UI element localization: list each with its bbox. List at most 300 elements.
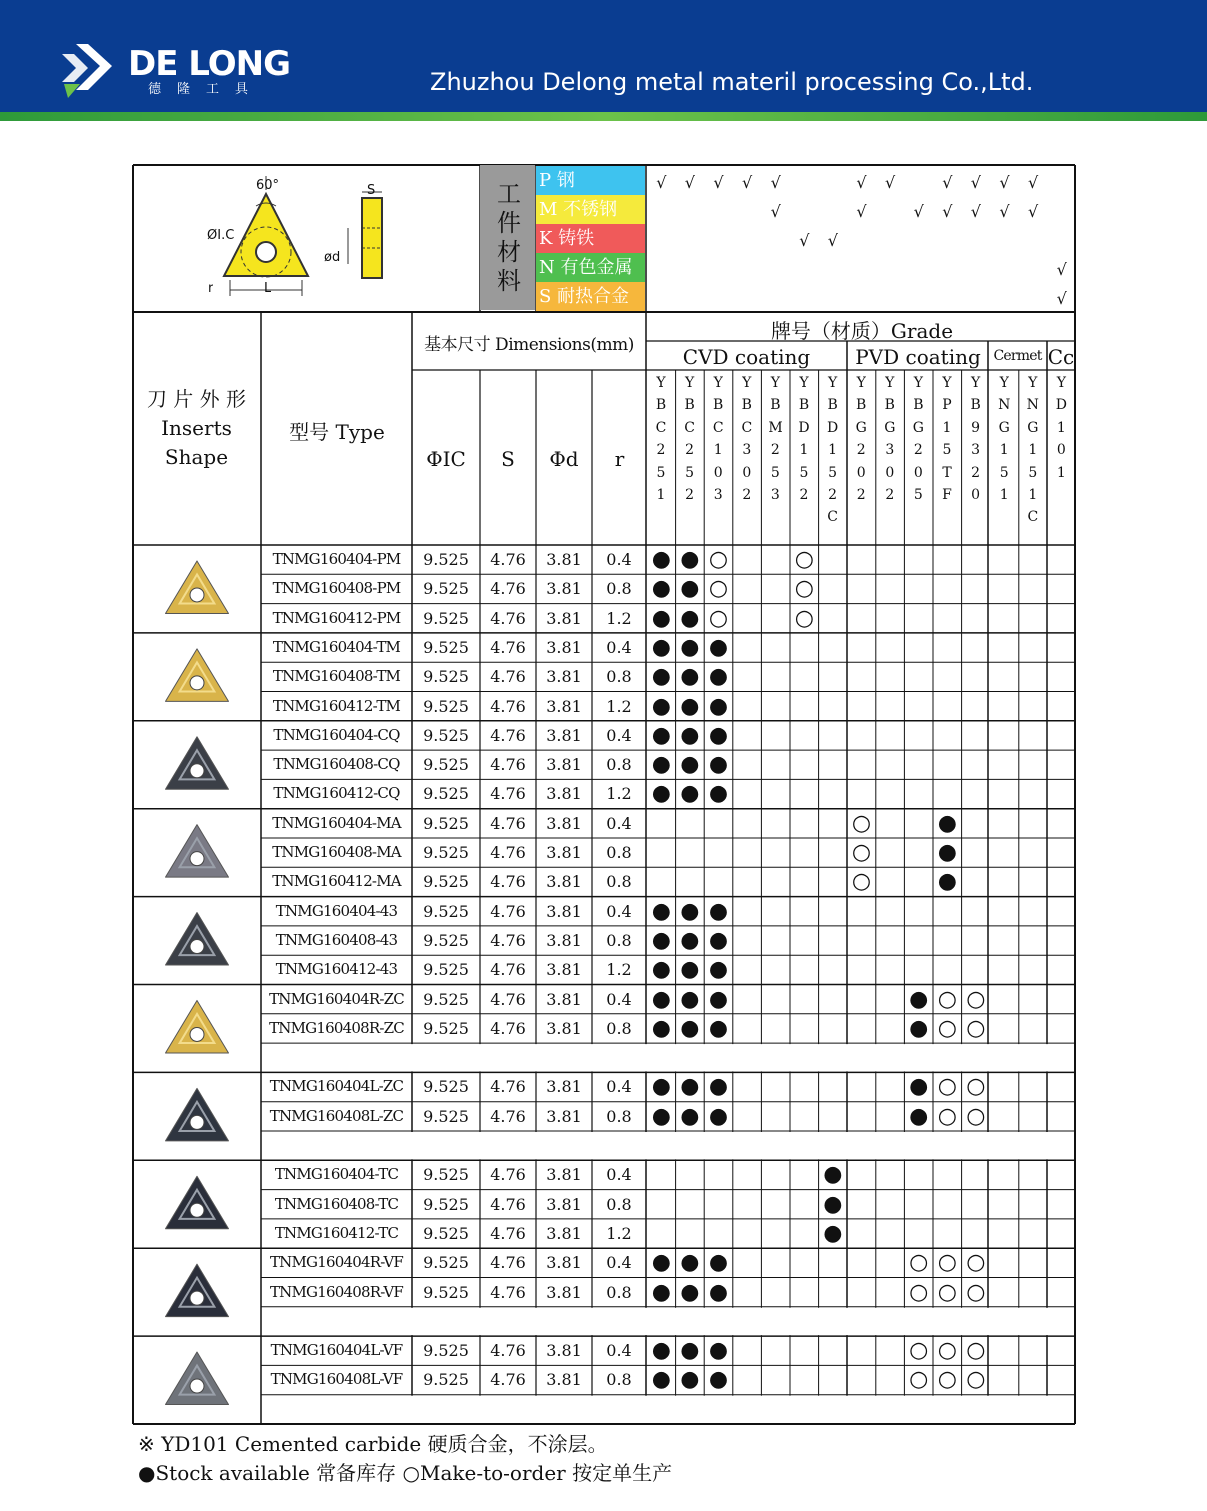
suitability-check-mark: √ [856, 173, 867, 192]
stock-available-mark: ● [937, 810, 957, 836]
make-to-order-mark: ○ [708, 547, 729, 572]
insert-model: TNMG160404L-VF [270, 1341, 403, 1360]
dim-s: 4.76 [490, 813, 526, 833]
dim-r: 0.4 [606, 1077, 632, 1097]
dim-s: 4.76 [490, 1223, 526, 1243]
dim-ic: 9.525 [423, 725, 469, 745]
make-to-order-mark: ○ [937, 1103, 957, 1129]
make-to-order-mark: ○ [966, 1103, 986, 1129]
grade-ybc251: YBC251 [655, 375, 667, 504]
dim-s: 4.76 [490, 901, 526, 921]
insert-dark-swirl-icon [166, 1088, 229, 1141]
make-to-order-mark: ○ [909, 1279, 929, 1305]
grade-ybc252: YBC252 [684, 375, 695, 504]
dim-ic: 9.525 [423, 901, 469, 921]
dim-ic: 9.525 [423, 755, 469, 775]
dim-ic: 9.525 [423, 1018, 469, 1038]
dim-d: 3.81 [546, 1194, 582, 1214]
dim-d: 3.81 [546, 755, 582, 775]
stock-available-mark: ● [708, 957, 729, 983]
dim-ic: 9.525 [423, 608, 469, 628]
dim-s: 4.76 [490, 667, 526, 687]
dim-s: 4.76 [490, 755, 526, 775]
workpiece-title: 工件材料 [497, 180, 521, 295]
stock-available-mark: ● [651, 1367, 671, 1393]
dim-ic: 9.525 [423, 872, 469, 892]
make-to-order-mark: ○ [851, 810, 872, 836]
suitability-check-mark: √ [1056, 289, 1067, 308]
make-to-order-mark: ○ [708, 605, 729, 631]
stock-available-mark: ● [909, 986, 929, 1012]
material-k: K 铸铁 [536, 224, 645, 253]
stock-available-mark: ● [708, 664, 729, 690]
suitability-check-mark: √ [999, 173, 1010, 192]
dim-d: 3.81 [546, 1165, 582, 1185]
insert-model: TNMG160408-PM [272, 579, 401, 598]
make-to-order-mark: ○ [937, 1338, 957, 1364]
stock-available-mark: ● [680, 547, 700, 572]
material-p: P 钢 [536, 166, 645, 195]
diagram-s-label: S [367, 183, 376, 198]
stock-available-mark: ● [651, 1250, 671, 1276]
make-to-order-mark: ○ [937, 986, 957, 1012]
dim-s: 4.76 [490, 550, 526, 569]
diagram-r-label: r [208, 281, 214, 296]
dim-header-2: Φd [549, 447, 579, 471]
dim-d: 3.81 [546, 1077, 582, 1097]
grade-yp15tf: YP15TF [942, 375, 952, 504]
stock-available-mark: ● [680, 664, 700, 690]
note-stock-legend: ●Stock available 常备库存 ○Make-to-order 按定单生产 [138, 1461, 673, 1485]
dim-d: 3.81 [546, 901, 582, 921]
insert-gold-icon [166, 561, 229, 614]
stock-available-mark: ● [651, 781, 671, 807]
dim-ic: 9.525 [423, 1106, 469, 1126]
insert-model: TNMG160412-PM [272, 608, 401, 627]
stock-available-mark: ● [680, 1279, 700, 1305]
dim-s: 4.76 [490, 1341, 526, 1361]
stock-available-mark: ● [651, 898, 671, 924]
dim-d: 3.81 [546, 608, 582, 628]
dim-s: 4.76 [490, 696, 526, 716]
suitability-check-mark: √ [770, 202, 781, 221]
dim-ic: 9.525 [423, 960, 469, 980]
dim-r: 0.8 [606, 843, 632, 862]
dim-s: 4.76 [490, 637, 526, 657]
diagram-ic-label: ØI.C [207, 228, 235, 243]
dim-s: 4.76 [490, 1106, 526, 1126]
stock-available-mark: ● [680, 1338, 700, 1364]
dim-r: 0.4 [606, 813, 632, 833]
stock-available-mark: ● [680, 957, 700, 983]
make-to-order-mark: ○ [966, 1074, 986, 1100]
dim-d: 3.81 [546, 872, 582, 892]
stock-available-mark: ● [680, 634, 700, 660]
insert-grey-icon [166, 1352, 229, 1405]
grade-ybg202: YBG202 [855, 375, 867, 504]
stock-available-mark: ● [651, 693, 671, 719]
dim-ic: 9.525 [423, 930, 469, 950]
stock-available-mark: ● [823, 1220, 843, 1246]
dim-d: 3.81 [546, 1370, 582, 1390]
dim-ic: 9.525 [423, 843, 469, 862]
dim-ic: 9.525 [423, 550, 469, 569]
stock-available-mark: ● [651, 957, 671, 983]
dim-d: 3.81 [546, 1341, 582, 1361]
stock-available-mark: ● [708, 927, 729, 953]
dim-ic: 9.525 [423, 1253, 469, 1273]
dim-d: 3.81 [546, 579, 582, 599]
dim-r: 0.8 [606, 667, 632, 687]
note-yd101: ※ YD101 Cemented carbide 硬质合金，不涂层。 [138, 1432, 608, 1456]
stock-available-mark: ● [823, 1191, 843, 1217]
stock-available-mark: ● [708, 1103, 729, 1129]
dim-s: 4.76 [490, 579, 526, 599]
cvd-coating-header: CVD coating [682, 345, 811, 369]
dim-d: 3.81 [546, 667, 582, 687]
make-to-order-mark: ○ [851, 840, 872, 865]
stock-available-mark: ● [708, 693, 729, 719]
stock-available-mark: ● [680, 898, 700, 924]
dim-s: 4.76 [490, 930, 526, 950]
suitability-check-mark: √ [884, 173, 896, 192]
stock-available-mark: ● [708, 722, 729, 748]
suitability-check-mark: √ [1027, 202, 1039, 221]
insert-model: TNMG160408-43 [275, 930, 398, 949]
make-to-order-mark: ○ [851, 869, 872, 895]
suitability-check-mark: √ [713, 173, 724, 192]
stock-available-mark: ● [651, 664, 671, 690]
make-to-order-mark: ○ [794, 547, 814, 572]
make-to-order-mark: ○ [708, 576, 729, 602]
stock-available-mark: ● [651, 547, 671, 572]
stock-available-mark: ● [937, 840, 957, 865]
dim-ic: 9.525 [423, 637, 469, 657]
suitability-check-mark: √ [827, 231, 838, 250]
stock-available-mark: ● [651, 986, 671, 1012]
dim-header-1: S [501, 447, 515, 471]
dim-header-3: r [614, 447, 625, 471]
dim-r: 0.4 [606, 1341, 632, 1361]
dim-d: 3.81 [546, 813, 582, 833]
diagram-l-label: L [264, 281, 272, 296]
dim-d: 3.81 [546, 784, 582, 804]
grade-yd101: YD101 [1055, 375, 1067, 481]
dim-d: 3.81 [546, 1018, 582, 1038]
insert-model: TNMG160408L-VF [270, 1370, 403, 1389]
make-to-order-mark: ○ [937, 1367, 957, 1393]
insert-model: TNMG160412-TM [272, 696, 401, 715]
cermet-header: Cermet [993, 348, 1042, 364]
stock-available-mark: ● [680, 693, 700, 719]
dim-d: 3.81 [546, 550, 582, 569]
dim-r: 1.2 [606, 784, 632, 804]
make-to-order-mark: ○ [937, 1250, 957, 1276]
suitability-check-mark: √ [913, 202, 924, 221]
dim-ic: 9.525 [423, 1077, 469, 1097]
grade-ybg205: YBG205 [912, 375, 924, 504]
make-to-order-mark: ○ [909, 1367, 929, 1393]
dim-r: 0.8 [606, 1194, 632, 1214]
stock-available-mark: ● [937, 869, 957, 895]
dim-s: 4.76 [490, 725, 526, 745]
stock-available-mark: ● [651, 634, 671, 660]
make-to-order-mark: ○ [966, 1367, 986, 1393]
dim-s: 4.76 [490, 960, 526, 980]
dim-s: 4.76 [490, 1077, 526, 1097]
dim-header-0: ΦIC [426, 447, 466, 471]
insert-dark-swirl-icon [166, 1176, 229, 1229]
dim-ic: 9.525 [423, 1165, 469, 1185]
insert-model: TNMG160408L-ZC [269, 1106, 404, 1125]
grade-ybc103: YBC103 [712, 375, 724, 504]
dim-r: 1.2 [606, 608, 632, 628]
make-to-order-mark: ○ [937, 1074, 957, 1100]
suitability-check-mark: √ [942, 202, 953, 221]
grade-yng151c: YNG151C [1026, 375, 1039, 526]
diagram-angle-label: 60° [256, 178, 280, 193]
grade-ybd152c: YBD152C [826, 375, 839, 526]
dim-d: 3.81 [546, 989, 582, 1009]
stock-available-mark: ● [680, 605, 700, 631]
dim-ic: 9.525 [423, 579, 469, 599]
insert-model: TNMG160408-CQ [273, 755, 400, 774]
make-to-order-mark: ○ [794, 605, 814, 631]
diagram-d-label: ød [324, 250, 341, 265]
company-name: Zhuzhou Delong metal materil processing Co.,Ltd. [430, 68, 1034, 96]
stock-available-mark: ● [680, 781, 700, 807]
dim-d: 3.81 [546, 930, 582, 950]
dim-d: 3.81 [546, 696, 582, 716]
stock-available-mark: ● [708, 634, 729, 660]
dim-ic: 9.525 [423, 1341, 469, 1361]
dim-s: 4.76 [490, 784, 526, 804]
grade-ybd152: YBD152 [798, 375, 810, 504]
material-s: S 耐热合金 [536, 282, 645, 311]
material-m: M 不锈钢 [536, 195, 645, 224]
make-to-order-mark: ○ [966, 1015, 986, 1041]
dim-d: 3.81 [546, 637, 582, 657]
suitability-check-mark: √ [970, 173, 981, 192]
stock-available-mark: ● [708, 898, 729, 924]
dim-ic: 9.525 [423, 784, 469, 804]
dim-r: 0.4 [606, 901, 632, 921]
make-to-order-mark: ○ [966, 1279, 986, 1305]
dim-d: 3.81 [546, 843, 582, 862]
dim-s: 4.76 [490, 989, 526, 1009]
stock-available-mark: ● [680, 576, 700, 602]
dim-r: 0.4 [606, 1253, 632, 1273]
dim-s: 4.76 [490, 872, 526, 892]
dim-r: 1.2 [606, 960, 632, 980]
insert-model: TNMG160412-TC [274, 1223, 399, 1242]
dim-r: 0.8 [606, 1018, 632, 1038]
brand-subtitle: 德隆工具 [148, 82, 265, 97]
stock-available-mark: ● [680, 927, 700, 953]
dim-ic: 9.525 [423, 1370, 469, 1390]
stock-available-mark: ● [680, 1103, 700, 1129]
insert-dark-swirl-icon [166, 1264, 229, 1317]
dim-d: 3.81 [546, 960, 582, 980]
dim-r: 0.4 [606, 637, 632, 657]
insert-dark-icon [166, 913, 229, 966]
make-to-order-mark: ○ [937, 1015, 957, 1041]
stock-available-mark: ● [651, 752, 671, 778]
insert-model: TNMG160404-43 [275, 901, 398, 920]
suitability-check-mark: √ [656, 173, 667, 192]
make-to-order-mark: ○ [909, 1250, 929, 1276]
stock-available-mark: ● [651, 1338, 671, 1364]
suitability-check-mark: √ [741, 173, 753, 192]
suitability-check-mark: √ [684, 173, 695, 192]
dim-ic: 9.525 [423, 813, 469, 833]
stock-available-mark: ● [651, 927, 671, 953]
insert-model: TNMG160408-TM [272, 667, 401, 686]
dim-ic: 9.525 [423, 667, 469, 687]
type-header: 型号 Type [289, 420, 385, 444]
stock-available-mark: ● [651, 1074, 671, 1100]
suitability-check-mark: √ [1027, 173, 1039, 192]
dim-r: 0.4 [606, 1165, 632, 1185]
stock-available-mark: ● [708, 781, 729, 807]
dim-s: 4.76 [490, 1282, 526, 1302]
stock-available-mark: ● [909, 1015, 929, 1041]
insert-model: TNMG160404R-ZC [269, 989, 404, 1008]
pvd-coating-header: PVD coating [855, 345, 981, 369]
insert-model: TNMG160408-MA [272, 843, 401, 861]
dim-r: 0.4 [606, 989, 632, 1009]
brand-name: DE LONG [128, 44, 291, 84]
grade-ybc302: YBC302 [741, 375, 753, 504]
stock-available-mark: ● [708, 1338, 729, 1364]
dim-d: 3.81 [546, 1253, 582, 1273]
make-to-order-mark: ○ [937, 1279, 957, 1305]
stock-available-mark: ● [680, 1015, 700, 1041]
insert-model: TNMG160404L-ZC [269, 1077, 404, 1096]
insert-purple-icon [166, 825, 229, 878]
suitability-check-mark: √ [799, 231, 810, 250]
suitability-check-mark: √ [1056, 260, 1067, 279]
dim-r: 0.8 [606, 579, 632, 599]
dim-r: 0.8 [606, 755, 632, 775]
stock-available-mark: ● [680, 1074, 700, 1100]
insert-model: TNMG160404R-VF [269, 1253, 404, 1272]
dim-ic: 9.525 [423, 1194, 469, 1214]
dim-s: 4.76 [490, 1370, 526, 1390]
stock-available-mark: ● [651, 1279, 671, 1305]
insert-model: TNMG160404-TM [272, 637, 401, 656]
dim-s: 4.76 [490, 843, 526, 862]
make-to-order-mark: ○ [966, 986, 986, 1012]
suitability-check-mark: √ [942, 173, 953, 192]
insert-model: TNMG160408R-ZC [269, 1018, 404, 1037]
stock-available-mark: ● [708, 1279, 729, 1305]
dim-d: 3.81 [546, 1223, 582, 1243]
insert-model: TNMG160412-CQ [273, 784, 400, 803]
insert-gold-icon [166, 649, 229, 702]
stock-available-mark: ● [651, 722, 671, 748]
stock-available-mark: ● [680, 1367, 700, 1393]
stock-available-mark: ● [680, 722, 700, 748]
stock-available-mark: ● [708, 1250, 729, 1276]
dim-s: 4.76 [490, 608, 526, 628]
dim-s: 4.76 [490, 1194, 526, 1214]
dim-d: 3.81 [546, 725, 582, 745]
insert-model: TNMG160412-43 [275, 960, 398, 979]
insert-gold-swirl-icon [166, 1000, 229, 1052]
dimensions-header: 基本尺寸 Dimensions(mm) [424, 335, 634, 355]
inserts-shape-header: 刀 片 外 形 Inserts Shape [146, 387, 247, 469]
stock-available-mark: ● [651, 576, 671, 602]
dim-r: 0.8 [606, 1106, 632, 1126]
insert-model: TNMG160412-MA [272, 872, 401, 891]
dim-ic: 9.525 [423, 1282, 469, 1302]
suitability-check-mark: √ [999, 202, 1010, 221]
insert-model: TNMG160404-CQ [273, 725, 400, 744]
grade-yb9320: YB9320 [970, 375, 981, 504]
dim-ic: 9.525 [423, 1223, 469, 1243]
insert-dark-icon [166, 737, 229, 790]
dim-r: 1.2 [606, 696, 632, 716]
grade-header: 牌号（材质）Grade [770, 319, 954, 343]
dim-r: 0.8 [606, 872, 632, 892]
grade-ybm253: YBM253 [768, 375, 783, 504]
dim-s: 4.76 [490, 1018, 526, 1038]
insert-model: TNMG160408R-VF [269, 1282, 404, 1301]
dim-d: 3.81 [546, 1106, 582, 1126]
stock-available-mark: ● [708, 1015, 729, 1041]
insert-model: TNMG160408-TC [274, 1194, 399, 1213]
grade-ybg302: YBG302 [884, 375, 896, 504]
stock-available-mark: ● [680, 986, 700, 1012]
make-to-order-mark: ○ [966, 1338, 986, 1364]
dim-r: 0.8 [606, 930, 632, 950]
stock-available-mark: ● [651, 1015, 671, 1041]
dim-r: 1.2 [606, 1223, 632, 1243]
dim-r: 0.8 [606, 1282, 632, 1302]
make-to-order-mark: ○ [794, 576, 814, 602]
stock-available-mark: ● [651, 1103, 671, 1129]
dim-r: 0.4 [606, 550, 632, 569]
make-to-order-mark: ○ [966, 1250, 986, 1276]
dim-d: 3.81 [546, 1282, 582, 1302]
stock-available-mark: ● [909, 1103, 929, 1129]
stock-available-mark: ● [680, 752, 700, 778]
stock-available-mark: ● [708, 1074, 729, 1100]
dim-s: 4.76 [490, 1165, 526, 1185]
stock-available-mark: ● [909, 1074, 929, 1100]
stock-available-mark: ● [680, 1250, 700, 1276]
insert-model: TNMG160404-MA [272, 813, 401, 832]
dim-r: 0.8 [606, 1370, 632, 1390]
insert-model: TNMG160404-PM [272, 550, 401, 568]
stock-available-mark: ● [651, 605, 671, 631]
dim-r: 0.4 [606, 725, 632, 745]
stock-available-mark: ● [708, 1367, 729, 1393]
material-n: N 有色金属 [536, 253, 645, 282]
stock-available-mark: ● [708, 752, 729, 778]
suitability-check-mark: √ [856, 202, 867, 221]
make-to-order-mark: ○ [909, 1338, 929, 1364]
stock-available-mark: ● [708, 986, 729, 1012]
grade-yng151: YNG151 [998, 375, 1011, 504]
suitability-check-mark: √ [970, 202, 981, 221]
carbide-header: Cc [1047, 345, 1075, 369]
dim-s: 4.76 [490, 1253, 526, 1273]
suitability-check-mark: √ [770, 173, 781, 192]
dim-ic: 9.525 [423, 696, 469, 716]
dim-ic: 9.525 [423, 989, 469, 1009]
